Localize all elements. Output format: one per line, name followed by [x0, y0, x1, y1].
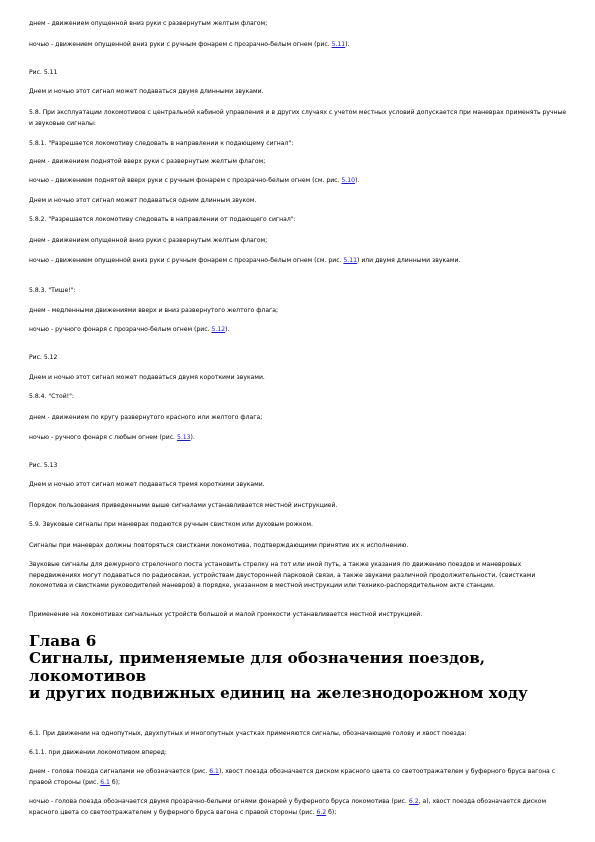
text: Сигналы при маневрах должны повторяться свистками локомотива, подтверждающими принятие их к исполнению.: [29, 542, 409, 549]
text: ночью - ручного фонаря с любым огнем (рис.: [29, 434, 177, 441]
chapter-heading: [29, 633, 528, 702]
paragraph: [29, 236, 569, 247]
text: , а), хвост поезда обозначается диском красного цвета со светоотражателем у буферного бруса вагона с правой стороны (рис.: [29, 798, 547, 816]
paragraph: [29, 108, 569, 129]
paragraph: [29, 286, 569, 297]
text: ) или двумя длинными звуками.: [357, 257, 461, 264]
figure-link[interactable]: 6.2: [316, 808, 327, 816]
paragraph: [29, 480, 569, 491]
text: ночью - движением опущенной вниз руки с ручным фонарем с прозрачно-белым огнем (см. рис.: [29, 257, 344, 264]
text: 5.8.4. "Стой!":: [29, 393, 74, 400]
text: Звуковые сигналы для дежурного стрелочного поста установить стрелку на тот или иной путь, а также указания по движению поездов и маневровых передвижениях могут подаваться по радиосвязи, устройствам двусторонней парковой связи, а также звуками различной продолжительности, (свистками локомотива и свистками руководителей маневров) в порядке, указанном в местной инструкции или технико-распорядительном акте станции.: [29, 561, 536, 590]
text: Рис. 5.13: [29, 462, 58, 469]
figure-link[interactable]: 6.1: [100, 778, 110, 786]
paragraph: [29, 392, 569, 403]
paragraph: [29, 19, 569, 30]
paragraph: [29, 541, 569, 552]
paragraph: [29, 729, 569, 740]
text: Днем и ночью этот сигнал может подаваться тремя короткими звуками.: [29, 481, 265, 488]
text: днем - медленными движениями вверх и вниз развернутого желтого флага;: [29, 307, 279, 314]
paragraph: [29, 560, 569, 592]
paragraph: [29, 767, 569, 788]
text: ).: [225, 326, 230, 333]
figure-caption: [29, 68, 569, 79]
figure-link[interactable]: 5.12: [211, 326, 226, 333]
figure-link[interactable]: 5.13: [176, 434, 191, 441]
text: ).: [354, 177, 360, 184]
paragraph: [29, 413, 569, 424]
text: 5.8. При эксплуатации локомотивов с центральной кабиной управления и в других случаях с учетом местных условий допускается при маневрах применять ручные и звуковые сигналы:: [29, 109, 567, 127]
paragraph: [29, 176, 569, 187]
text: 5.8.2. "Разрешается локомотиву следовать в направлении от подающего сигнал":: [29, 216, 296, 223]
paragraph: [29, 40, 569, 51]
text: ).: [345, 41, 350, 48]
text: б);: [326, 808, 337, 816]
text: днем - движением по кругу развернутого красного или желтого флага;: [29, 414, 263, 421]
text: днем - голова поезда сигналами не обозначается (рис.: [29, 768, 210, 775]
text: Рис. 5.12: [29, 354, 58, 361]
text: ночью - ручного фонаря с прозрачно-белым огнем (рис.: [29, 326, 212, 333]
paragraph: [29, 501, 569, 512]
text: Днем и ночью этот сигнал может подаваться одним длинным звуком.: [29, 197, 257, 204]
text: 5.8.3. "Тише!":: [29, 287, 76, 294]
paragraph: [29, 433, 569, 444]
paragraph: [29, 610, 569, 621]
text: днем - движением опущенной вниз руки с развернутым желтым флагом;: [29, 237, 268, 244]
paragraph: [29, 520, 569, 531]
paragraph: [29, 306, 569, 317]
text: днем - движением поднятой вверх руки с развернутым желтым флагом;: [29, 158, 266, 165]
figure-caption: [29, 353, 569, 364]
text: ночью - движением поднятой вверх руки с ручным фонарем с прозрачно-белым огнем (см. рис.: [29, 177, 342, 184]
paragraph: [29, 157, 569, 168]
paragraph: [29, 256, 569, 267]
text: ).: [190, 434, 195, 441]
text: днем - движением опущенной вниз руки с развернутым желтым флагом;: [29, 20, 268, 27]
figure-link[interactable]: 5.10: [341, 177, 355, 184]
paragraph: [29, 196, 569, 207]
paragraph: [29, 748, 569, 759]
figure-link[interactable]: 6.1: [209, 768, 219, 775]
heading-line: Сигналы, применяемые для обозначения поездов,: [29, 649, 486, 668]
text: Порядок пользования приведенными выше сигналами устанавливается местной инструкцией.: [29, 502, 338, 509]
text: ночью - движением опущенной вниз руки с ручным фонарем с прозрачно-белым огнем (рис.: [29, 41, 332, 48]
text: Днем и ночью этот сигнал может подаваться двумя короткими звуками.: [29, 374, 265, 381]
text: Применение на локомотивах сигнальных устройств большой и малой громкости устанавливается местной инструкцией.: [29, 611, 423, 618]
figure-caption: [29, 461, 569, 472]
figure-link[interactable]: 6.2: [408, 798, 419, 805]
text: б);: [109, 778, 121, 786]
paragraph: [29, 87, 569, 98]
text: Днем и ночью этот сигнал может подаваться двумя длинными звуками.: [29, 88, 264, 95]
paragraph: [29, 139, 569, 150]
text: 6.1.1. при движении локомотивом вперед:: [29, 749, 167, 756]
text: 5.9. Звуковые сигналы при маневрах подаются ручным свистком или духовым рожком.: [29, 521, 313, 528]
heading-line: Глава 6: [29, 632, 97, 650]
text: ), хвост поезда обозначается диском красного цвета со светоотражателем у буферного бруса вагона с правой стороны (рис.: [29, 768, 556, 786]
paragraph: [29, 325, 569, 336]
text: 5.8.1. "Разрешается локомотиву следовать в направлении к подающему сигнал":: [29, 140, 294, 147]
heading-line: локомотивов: [29, 666, 147, 685]
figure-link[interactable]: 5.11: [343, 257, 358, 264]
paragraph: [29, 373, 569, 384]
text: ночью - голова поезда обозначается двумя прозрачно-белыми огнями фонарей у буферного бруса локомотива (рис.: [29, 798, 409, 805]
text: 6.1. При движении на однопутных, двухпутных и многопутных участках применяются сигналы, обозначающие голову и хвост поезда:: [29, 730, 467, 737]
paragraph: [29, 797, 569, 818]
text: Рис. 5.11: [29, 69, 58, 76]
paragraph: [29, 215, 569, 226]
heading-line: и других подвижных единиц на железнодорожном ходу: [29, 683, 528, 702]
figure-link[interactable]: 5.11: [331, 41, 346, 48]
